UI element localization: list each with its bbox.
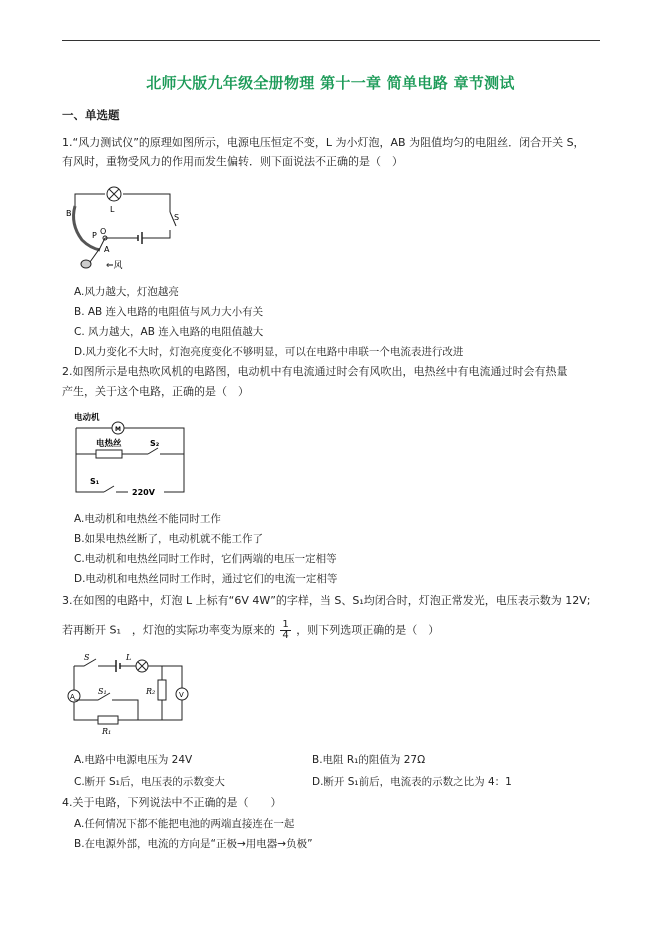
q3-stem-line2a: 若再断开 S₁ ，灯泡的实际功率变为原来的 [62, 623, 275, 637]
q2-label-motor: 电动机 [74, 413, 100, 423]
q1-label-wind: ⇐风 [106, 261, 123, 271]
q3-stem-line2 [62, 620, 439, 641]
q3-label-l: L [126, 653, 132, 662]
q1-circuit-diagram [60, 176, 195, 274]
q2-option-a[interactable]: A.电动机和电热丝不能同时工作 [74, 513, 221, 525]
q1-option-d[interactable]: D.风力变化不大时，灯泡亮度变化不够明显，可以在电路中串联一个电流表进行改进 [74, 346, 464, 358]
q1-label-s: S [174, 213, 180, 222]
q2-label-voltage: 220V [132, 488, 155, 497]
q2-stem-line2: 产生，关于这个电路，正确的是（ ） [62, 385, 249, 398]
q3-label-r1: R₁ [102, 727, 112, 736]
header-rule [62, 40, 600, 41]
q3-option-a[interactable]: A.电路中电源电压为 24V [74, 754, 193, 766]
q2-label-s2: S₂ [150, 439, 160, 448]
q3-option-b[interactable]: B.电阻 R₁的阻值为 27Ω [312, 754, 426, 766]
q3-label-r2: R₂ [146, 687, 156, 696]
q2-label-s1: S₁ [90, 477, 100, 486]
q2-stem-line1: 2.如图所示是电热吹风机的电路图，电动机中有电流通过时会有风吹出，电热丝中有电流通过时会有热量 [62, 365, 568, 378]
q1-option-a[interactable]: A.风力越大，灯泡越亮 [74, 286, 179, 298]
q2-option-b[interactable]: B.如果电热丝断了，电动机就不能工作了 [74, 533, 264, 545]
q3-label-ammeter: A [70, 693, 75, 701]
q2-option-c[interactable]: C.电动机和电热丝同时工作时，它们两端的电压一定相等 [74, 553, 337, 565]
q3-option-d[interactable]: D.断开 S₁前后，电流表的示数之比为 4：1 [312, 776, 512, 788]
q1-option-b[interactable]: B. AB 连入电路的电阻值与风力大小有关 [74, 306, 264, 318]
q2-label-heater: 电热丝 [96, 439, 122, 449]
q4-stem-line1: 4.关于电路，下列说法中不正确的是（ ） [62, 796, 282, 809]
q4-option-b[interactable]: B.在电源外部，电流的方向是“正极→用电器→负极” [74, 838, 313, 850]
section-heading: 一、单选题 [62, 108, 120, 122]
q1-option-c[interactable]: C. 风力越大，AB 连入电路的电阻值越大 [74, 326, 264, 338]
q3-label-s1: S₁ [98, 687, 107, 696]
q1-stem-line2: 有风时，重物受风力的作用而发生偏转．则下面说法不正确的是（ ） [62, 155, 403, 168]
q3-stem-line2b: ，则下列选项正确的是（ ） [296, 623, 440, 637]
q1-label-l: L [110, 205, 115, 214]
q3-stem-line1: 3.在如图的电路中，灯泡 L 上标有“6V 4W”的字样，当 S、S₁均闭合时，灯泡正常发光，电压表示数为 12V; [62, 594, 591, 607]
q1-label-p: P [92, 231, 97, 240]
q2-circuit-diagram [72, 408, 196, 500]
page-title: 北师大版九年级全册物理 第十一章 简单电路 章节测试 [146, 74, 515, 92]
q4-option-a[interactable]: A.任何情况下都不能把电池的两端直接连在一起 [74, 818, 295, 830]
q3-circuit-diagram [62, 650, 194, 738]
q1-label-o: O [100, 227, 107, 236]
q2-option-d[interactable]: D.电动机和电热丝同时工作时，通过它们的电流一定相等 [74, 573, 338, 585]
q3-label-s: S [84, 653, 90, 662]
q1-label-a: A [104, 245, 110, 254]
q3-label-voltmeter: V [179, 691, 184, 699]
q2-label-m: M [115, 426, 121, 433]
q3-option-c[interactable]: C.断开 S₁后，电压表的示数变大 [74, 776, 225, 788]
q1-stem-line1: 1.“风力测试仪”的原理如图所示，电源电压恒定不变，L 为小灯泡，AB 为阻值均匀的电阻丝．闭合开关 S， [62, 136, 585, 149]
q3-fraction: $\frac{1}{4}$ [282, 619, 289, 641]
q1-label-b: B [66, 209, 72, 218]
